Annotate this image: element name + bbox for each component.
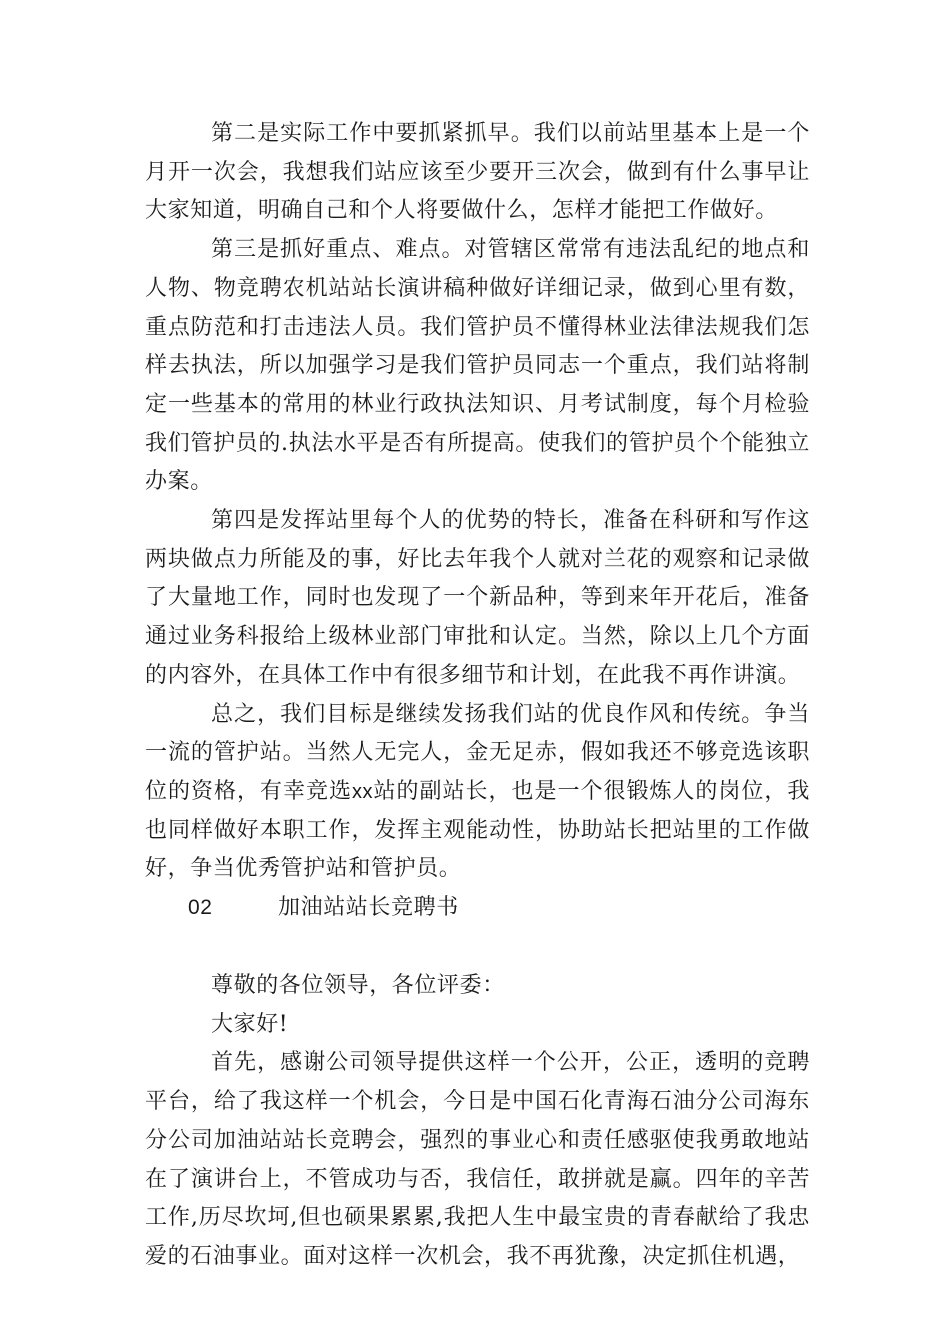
section-heading	[145, 889, 810, 928]
conclusion-text-part2: 站的副站长，也是一个很锻炼人的岗位，我也同样做好本职工作，发挥主观能动性，协助站长把站里的工作做好，争当优秀管护站和管护员。	[145, 778, 810, 882]
conclusion-placeholder-xx: xx	[351, 780, 374, 803]
paragraph-conclusion	[145, 696, 810, 890]
section-number: 02	[188, 896, 213, 920]
text-block-lower	[145, 967, 810, 1277]
greeting: 大家好!	[211, 1011, 289, 1037]
paragraph-strengths: 第四是发挥站里每个人的优势的特长，准备在科研和写作这两块做点力所能及的事，好比去年我个人就对兰花的观察和记录做了大量地工作，同时也发现了一个新品种，等到来年开花后，准备通过业务科报给上级林业部门审批和认定。当然，除以上几个方面的内容外，在具体工作中有很多细节和计划，在此我不再作讲演。	[145, 508, 810, 688]
salutation: 尊敬的各位领导，各位评委：	[211, 973, 505, 998]
text-block-upper	[145, 115, 810, 928]
paragraph-key-points: 第三是抓好重点、难点。对管辖区常常有违法乱纪的地点和人物、物竞聘农机站站长演讲稿种做好详细记录，做到心里有数，重点防范和打击违法人员。我们管护员不懂得林业法律法规我们怎样去执法，所以加强学习是我们管护员同志一个重点，我们站将制定一些基本的常用的林业行政执法知识、月考试制度，每个月检验我们管护员的.执法水平是否有所提高。使我们的管护员个个能独立办案。	[145, 237, 810, 495]
paragraph-work-early: 第二是实际工作中要抓紧抓早。我们以前站里基本上是一个月开一次会，我想我们站应该至少要开三次会，做到有什么事早让大家知道，明确自己和个人将要做什么，怎样才能把工作做好。	[145, 121, 810, 224]
section-title: 加油站站长竞聘书	[278, 895, 459, 921]
conclusion-text-part1: 总之，我们目标是继续发扬我们站的优良作风和传统。争当一流的管护站。当然人无完人，金无足赤，假如我还不够竞选该职位的资格，有幸竞选	[145, 701, 810, 804]
paragraph-opening: 首先，感谢公司领导提供这样一个公开，公正，透明的竞聘平台，给了我这样一个机会，今日是中国石化青海石油分公司海东分公司加油站站长竞聘会，强烈的事业心和责任感驱使我勇敢地站在了演讲台上，不管成功与否，我信任，敢拼就是赢。四年的辛苦工作,历尽坎坷,但也硕果累累,我把人生中最宝贵的青春献给了我忠爱的石油事业。面对这样一次机会，我不再犹豫，决定抓住机遇，	[145, 1050, 810, 1269]
